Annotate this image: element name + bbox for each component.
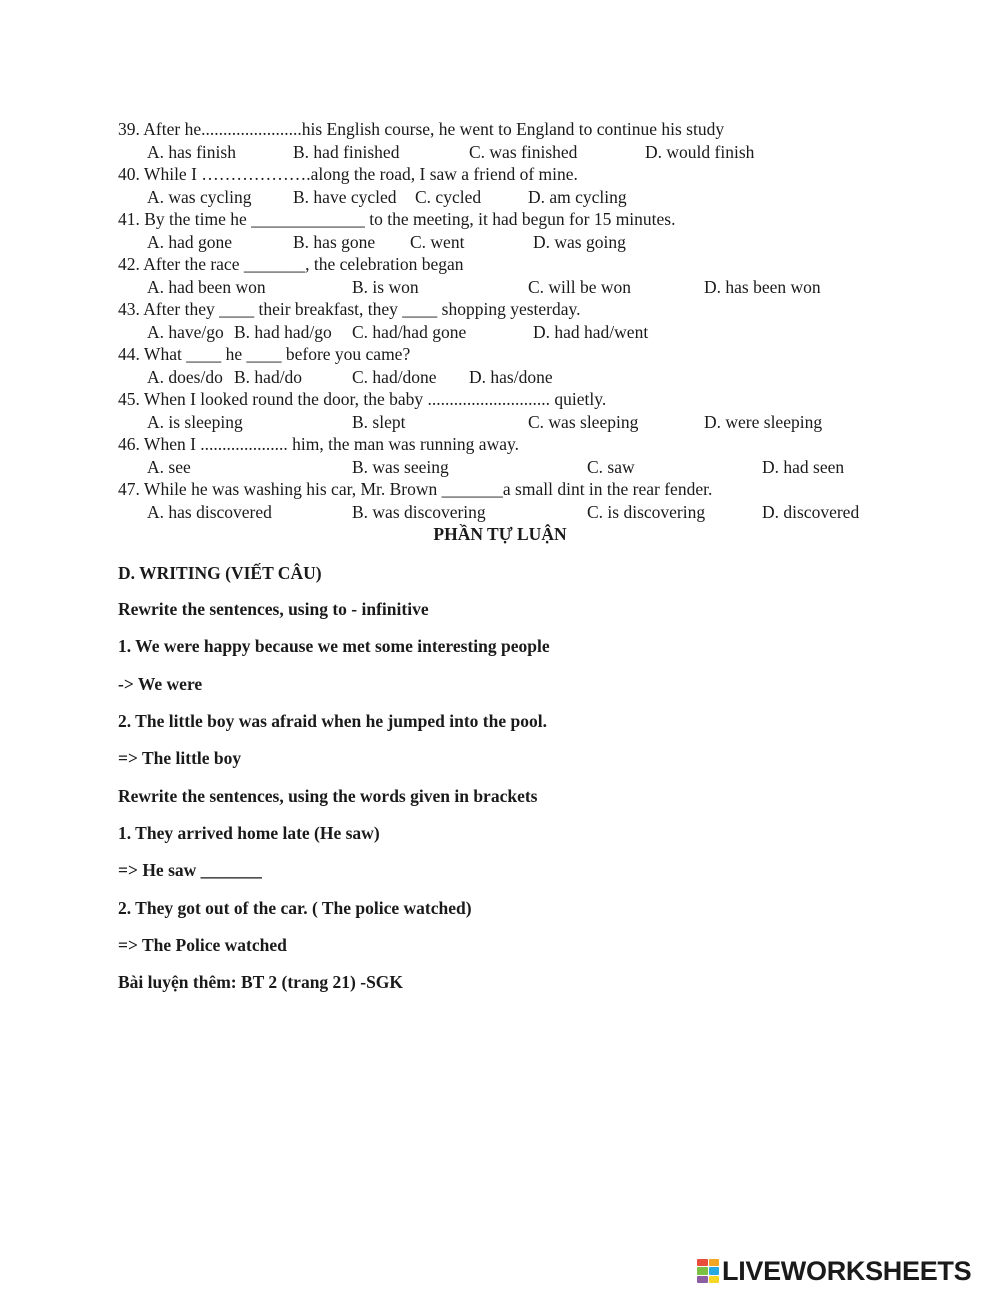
extra-practice: Bài luyện thêm: BT 2 (trang 21) -SGK [118, 972, 404, 992]
option-46-a: A. see [147, 457, 191, 477]
logo-block-icon [697, 1276, 708, 1283]
logo-block-icon [709, 1276, 720, 1283]
question-46: 46. When I .................... him, the man was running away. [118, 434, 519, 454]
option-45-b: B. slept [352, 412, 406, 432]
option-43-d: D. had had/went [533, 322, 649, 342]
question-44: 44. What ____ he ____ before you came? [118, 344, 411, 364]
part2-question-2: 2. They got out of the car. ( The police watched) [118, 898, 472, 918]
logo-block-icon [697, 1259, 708, 1266]
option-40-c: C. cycled [415, 187, 482, 207]
question-39: 39. After he.......................his English course, he went to England to continue his study [118, 119, 725, 139]
option-46-d: D. had seen [762, 457, 845, 477]
logo-block-icon [709, 1259, 720, 1266]
option-47-b: B. was discovering [352, 502, 486, 522]
question-40: 40. While I ……………….along the road, I saw a friend of mine. [118, 164, 578, 184]
logo-block-icon [697, 1267, 708, 1274]
option-39-a: A. has finish [147, 142, 236, 162]
option-42-b: B. is won [352, 277, 419, 297]
option-44-a: A. does/do [147, 367, 223, 387]
option-42-d: D. has been won [704, 277, 821, 297]
option-41-d: D. was going [533, 232, 626, 252]
option-42-c: C. will be won [528, 277, 632, 297]
part2-answer-1: => He saw _______ [118, 860, 262, 880]
option-41-b: B. has gone [293, 232, 376, 252]
option-40-a: A. was cycling [147, 187, 252, 207]
logo-block-icon [709, 1267, 720, 1274]
question-43: 43. After they ____ their breakfast, they ____ shopping yesterday. [118, 299, 581, 319]
part1-answer-2: => The little boy [118, 748, 242, 768]
option-45-d: D. were sleeping [704, 412, 823, 432]
option-40-d: D. am cycling [528, 187, 627, 207]
liveworksheets-logo [697, 1257, 971, 1285]
liveworksheets-logo-text: LIVEWORKSHEETS [722, 1256, 972, 1286]
option-41-a: A. had gone [147, 232, 233, 252]
question-42: 42. After the race _______, the celebration began [118, 254, 464, 274]
part1-instruction: Rewrite the sentences, using to - infinitive [118, 599, 429, 619]
option-42-a: A. had been won [147, 277, 266, 297]
option-43-a: A. have/go [147, 322, 224, 342]
part2-instruction: Rewrite the sentences, using the words given in brackets [118, 786, 538, 806]
question-45: 45. When I looked round the door, the baby ............................ quietly. [118, 389, 607, 409]
option-43-c: C. had/had gone [352, 322, 467, 342]
part1-answer-1: -> We were [118, 674, 203, 694]
option-44-c: C. had/done [352, 367, 437, 387]
part2-question-1: 1. They arrived home late (He saw) [118, 823, 380, 843]
option-47-d: D. discovered [762, 502, 860, 522]
option-44-b: B. had/do [234, 367, 303, 387]
question-41: 41. By the time he _____________ to the meeting, it had begun for 15 minutes. [118, 209, 676, 229]
part1-question-2: 2. The little boy was afraid when he jumped into the pool. [118, 711, 547, 731]
part1-question-1: 1. We were happy because we met some interesting people [118, 636, 550, 656]
option-46-b: B. was seeing [352, 457, 449, 477]
writing-heading: D. WRITING (VIẾT CÂU) [118, 563, 322, 583]
option-45-a: A. is sleeping [147, 412, 243, 432]
option-47-c: C. is discovering [587, 502, 706, 522]
option-44-d: D. has/done [469, 367, 553, 387]
option-47-a: A. has discovered [147, 502, 272, 522]
section-title: PHẦN TỰ LUẬN [433, 524, 567, 544]
liveworksheets-logo-icon [697, 1259, 719, 1283]
option-40-b: B. have cycled [293, 187, 397, 207]
option-39-c: C. was finished [469, 142, 578, 162]
question-47: 47. While he was washing his car, Mr. Brown _______a small dint in the rear fender. [118, 479, 713, 499]
option-45-c: C. was sleeping [528, 412, 639, 432]
option-43-b: B. had had/go [234, 322, 332, 342]
option-41-c: C. went [410, 232, 465, 252]
option-39-b: B. had finished [293, 142, 400, 162]
option-46-c: C. saw [587, 457, 635, 477]
part2-answer-2: => The Police watched [118, 935, 287, 955]
option-39-d: D. would finish [645, 142, 755, 162]
